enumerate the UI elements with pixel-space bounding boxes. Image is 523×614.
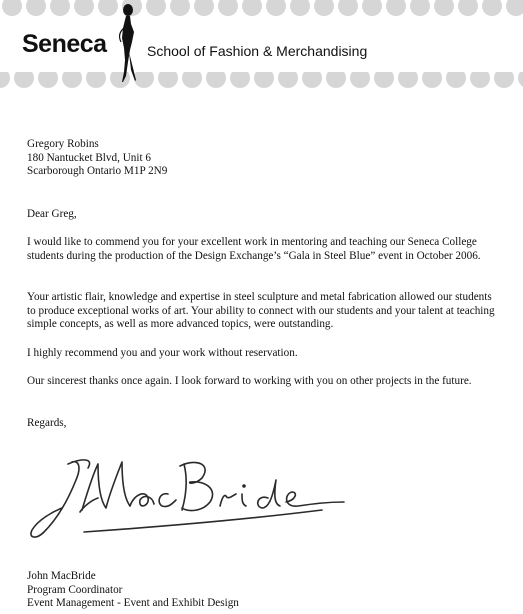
seneca-logo-text: Seneca bbox=[22, 30, 107, 58]
letter-paragraph-2: Your artistic flair, knowledge and expertise in steel sculpture and metal fabrication allowed our students to produce exceptional works of art. Your ability to connect with our students and your talent at teaching simple concepts, as well as more advanced topics, were outstanding. bbox=[27, 291, 495, 331]
school-name: School of Fashion & Merchandising bbox=[147, 43, 368, 59]
closing: Regards, bbox=[27, 417, 67, 429]
sender-department: Event Management - Event and Exhibit Design bbox=[27, 597, 239, 610]
letter-paragraph-1: I would like to commend you for your excellent work in mentoring and teaching our Seneca College students during the production of the Design Exchange’s “Gala in Steel Blue” event in October 2006. bbox=[27, 236, 481, 262]
letter-paragraph-4: Our sincerest thanks once again. I look forward to working with you on other projects in the future. bbox=[27, 375, 472, 387]
sender-name: John MacBride bbox=[27, 570, 96, 582]
handwritten-signature bbox=[22, 450, 362, 550]
letter-paragraph-3: I highly recommend you and your work without reservation. bbox=[27, 347, 298, 359]
letterhead bbox=[0, 0, 523, 92]
fashion-figure-logo bbox=[113, 2, 141, 84]
recipient-street: 180 Nantucket Blvd, Unit 6 bbox=[27, 151, 151, 164]
salutation: Dear Greg, bbox=[27, 208, 77, 220]
recipient-city: Scarborough Ontario M1P 2N9 bbox=[27, 165, 168, 178]
recipient-name: Gregory Robins bbox=[27, 138, 99, 150]
sender-title: Program Coordinator bbox=[27, 583, 123, 596]
sender-block bbox=[27, 570, 497, 611]
recipient-address bbox=[27, 138, 497, 179]
